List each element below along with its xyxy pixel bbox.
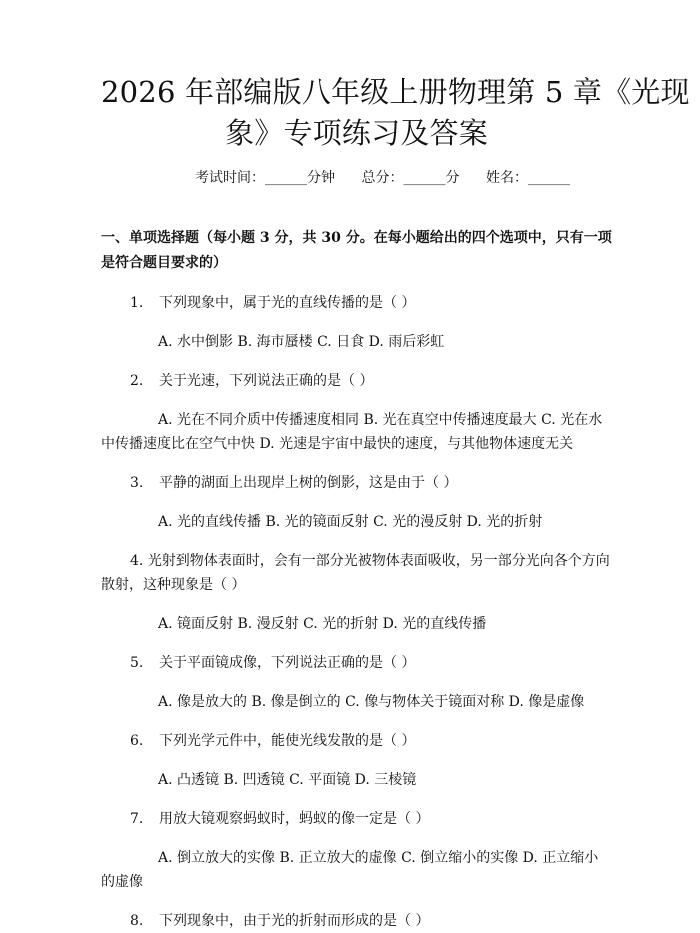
question-stem xyxy=(130,471,612,495)
question-6 xyxy=(101,729,612,792)
question-number: 4. xyxy=(130,553,144,569)
question-stem xyxy=(130,651,612,675)
question-number: 8. xyxy=(130,913,144,929)
question-2 xyxy=(101,369,612,456)
question-options: A. 凸透镜 B. 凹透镜 C. 平面镜 D. 三棱镜 xyxy=(158,772,417,788)
question-text: 下列现象中，由于光的折射而形成的是（ ） xyxy=(159,913,430,929)
question-text: 光射到物体表面时，会有一部分光被物体表面吸收，另一部分光向各个方向散射，这种现象是（ ） xyxy=(101,553,610,593)
question-number: 2. xyxy=(130,373,144,389)
question-options: A. 水中倒影 B. 海市蜃楼 C. 日食 D. 雨后彩虹 xyxy=(158,334,445,350)
question-stem xyxy=(130,909,612,933)
question-stem xyxy=(130,291,612,315)
question-8 xyxy=(101,909,612,933)
exam-time: 考试时间：______分钟 xyxy=(195,170,336,186)
question-text: 下列现象中，属于光的直线传播的是（ ） xyxy=(159,295,416,311)
question-text: 关于光速，下列说法正确的是（ ） xyxy=(159,373,374,389)
question-stem xyxy=(130,369,612,393)
question-number: 6. xyxy=(130,733,144,749)
question-text: 平静的湖面上出现岸上树的倒影，这是由于（ ） xyxy=(159,475,458,491)
question-text: 关于平面镜成像，下列说法正确的是（ ） xyxy=(159,655,416,671)
total-score: 总分：______分 xyxy=(361,170,460,186)
document-title xyxy=(101,72,690,154)
question-5 xyxy=(101,651,612,714)
question-options: A. 倒立放大的实像 B. 正立放大的虚像 C. 倒立缩小的实像 D. 正立缩小的虚像 xyxy=(101,850,599,890)
question-number: 5. xyxy=(130,655,144,671)
question-number: 7. xyxy=(130,811,144,827)
exam-meta xyxy=(101,168,612,188)
question-3 xyxy=(101,471,612,534)
question-7 xyxy=(101,807,612,894)
question-options: A. 光的直线传播 B. 光的镜面反射 C. 光的漫反射 D. 光的折射 xyxy=(158,514,543,530)
title-line-2: 象》专项练习及答案 xyxy=(225,116,488,150)
title-line-1: 2026 年部编版八年级上册物理第 5 章《光现 xyxy=(101,75,690,109)
question-text: 下列光学元件中，能使光线发散的是（ ） xyxy=(159,733,416,749)
question-stem xyxy=(130,729,612,753)
question-list xyxy=(101,291,612,933)
section-heading: 一、单项选择题（每小题 3 分，共 30 分。在每小题给出的四个选项中，只有一项是符合题目要求的） xyxy=(101,230,612,271)
question-stem xyxy=(130,807,612,831)
question-1 xyxy=(101,291,612,354)
question-text: 用放大镜观察蚂蚁时，蚂蚁的像一定是（ ） xyxy=(159,811,430,827)
question-options: A. 像是放大的 B. 像是倒立的 C. 像与物体关于镜面对称 D. 像是虚像 xyxy=(158,694,585,710)
student-name: 姓名：______ xyxy=(485,170,570,186)
question-number: 3. xyxy=(130,475,144,491)
question-4 xyxy=(101,549,612,636)
question-number: 1. xyxy=(130,295,144,311)
question-stem xyxy=(101,549,612,597)
question-options: A. 镜面反射 B. 漫反射 C. 光的折射 D. 光的直线传播 xyxy=(158,616,487,632)
question-options: A. 光在不同介质中传播速度相同 B. 光在真空中传播速度最大 C. 光在水中传播速度比在空气中快 D. 光速是宇宙中最快的速度，与其他物体速度无关 xyxy=(101,412,603,452)
